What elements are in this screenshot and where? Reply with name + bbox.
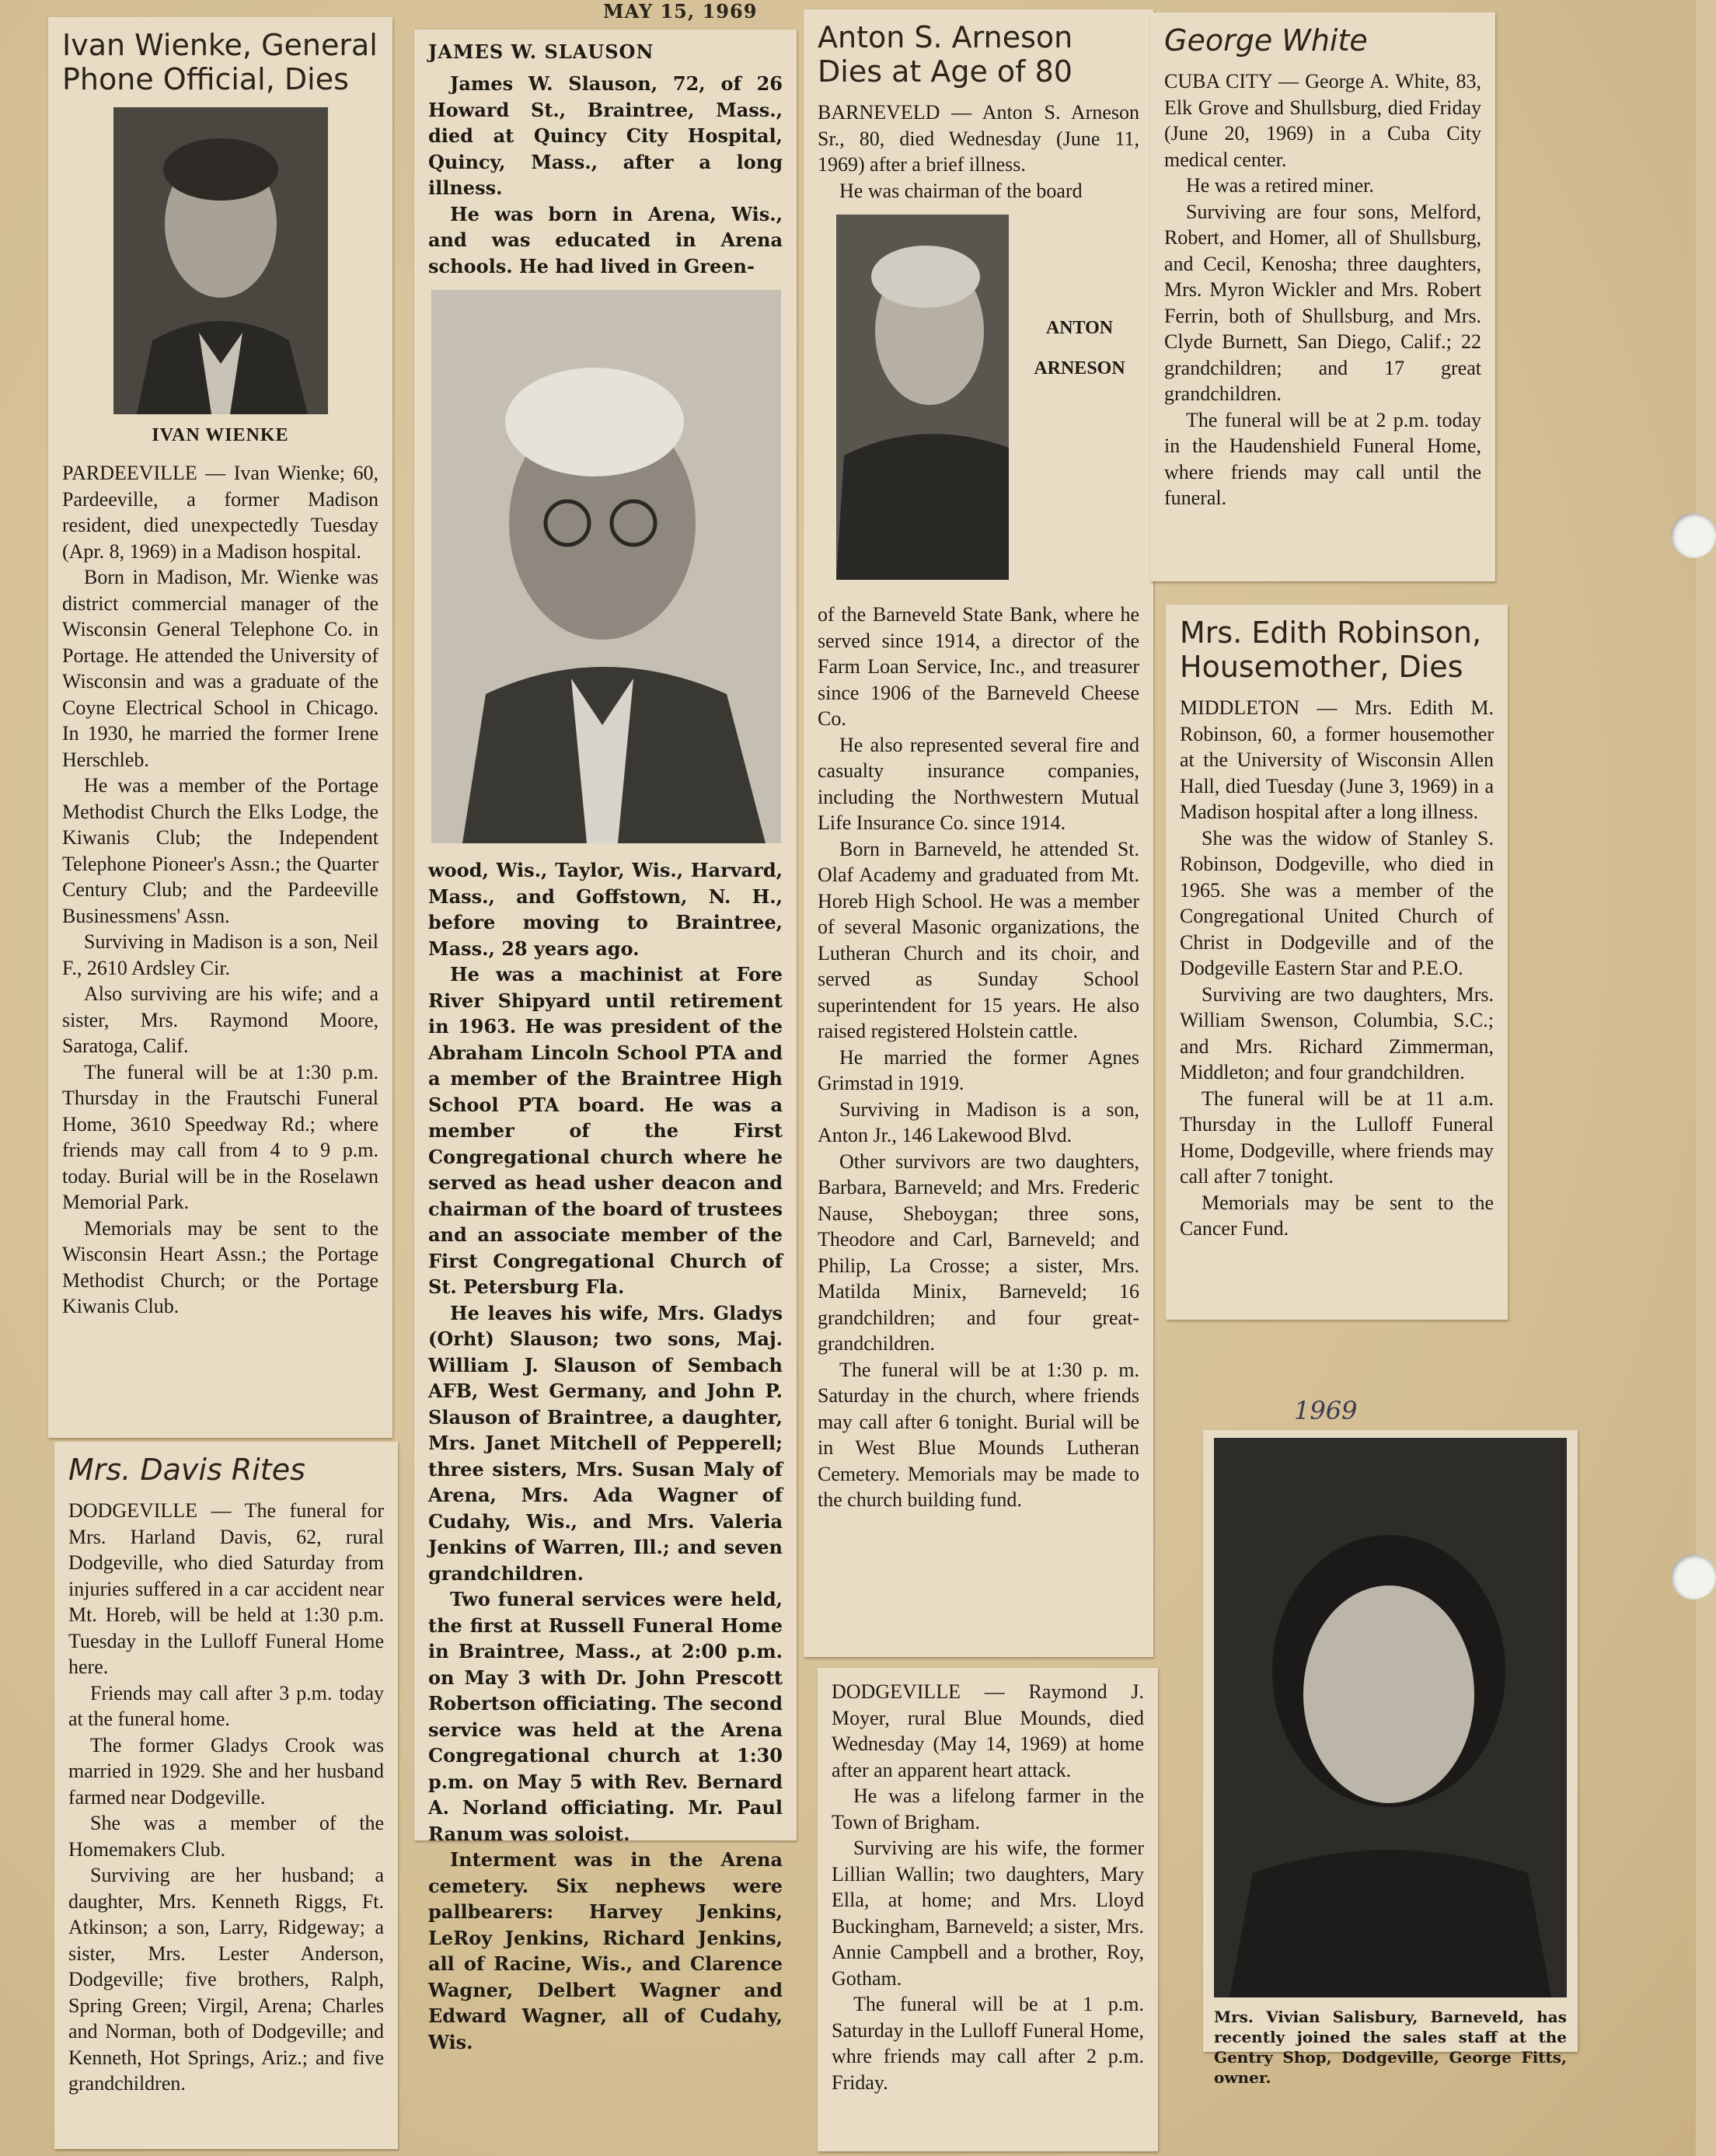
slauson-paragraph: He was born in Arena, Wis., and was educated in Arena schools. He had lived in Green-	[428, 202, 783, 277]
slauson-paragraph: wood, Wis., Taylor, Wis., Harvard, Mass., and Goffstown, N. H., before moving to Braintree, Mass., 28 years ago.	[428, 859, 783, 960]
salisbury-notice	[1203, 1430, 1578, 2087]
white-paragraph: He was a retired miner.	[1186, 174, 1374, 197]
wienke-paragraph: PARDEEVILLE — Ivan Wienke; 60, Pardeeville, a former Madison resident, died unexpectedly Tuesday (Apr. 8, 1969) in a Madison hospital.	[62, 462, 378, 563]
moyer-paragraph: He was a lifelong farmer in the Town of Brigham.	[832, 1784, 1144, 1833]
slauson-subhead: JAMES W. SLAUSON	[428, 40, 654, 63]
arneson-caption	[1021, 308, 1138, 389]
moyer-paragraph: DODGEVILLE — Raymond J. Moyer, rural Blue Mounds, died Wednesday (May 14, 1969) at home after an apparent heart attack.	[832, 1680, 1144, 1781]
slauson-paragraph: Two funeral services were held, the first at Russell Funeral Home in Braintree, Mass., at 2:00 p.m. on May 3 with Dr. John Prescott Robertson officiating. The second service was held at the Arena Congregational church at 1:30 p.m. on May 5 with Rev. Bernard A. Norland officiating. Mr. Paul Ranum was soloist.	[428, 1588, 783, 1845]
arneson-paragraph: He married the former Agnes Grimstad in 1919.	[818, 1045, 1139, 1094]
robinson-headline: Mrs. Edith Robinson, Housemother, Dies	[1180, 616, 1482, 684]
wienke-paragraph: He was a member of the Portage Methodist Church the Elks Lodge, the Kiwanis Club; the Independent Telephone Pioneer's Assn.; the Quarter Century Club; and the Pardeeville Businessmens' Assn.	[62, 774, 378, 927]
wienke-paragraph: Memorials may be sent to the Wisconsin Heart Assn.; the Portage Methodist Church; or the Portage Kiwanis Club.	[62, 1216, 378, 1317]
slauson-paragraph: Interment was in the Arena cemetery. Six nephews were pallbearers: Harvey Jenkins, LeRoy Jenkins, Richard Jenkins, all of Racine, Wis., and Clarence Wagner, Delbert Wagner and Edward Wagner, all of Cudahy, Wis.	[428, 1848, 783, 2053]
white-headline: George White	[1164, 23, 1368, 58]
moyer-paragraph: The funeral will be at 1 p.m. Saturday in the Lulloff Funeral Home, whre friends may call after 2 p.m. Friday.	[832, 1993, 1144, 2094]
wienke-paragraph: The funeral will be at 1:30 p.m. Thursday in the Frautschi Funeral Home, 3610 Speedway Rd.; where friends may call from 4 to 9 p.m. today. Burial will be in the Roselawn Memorial Park.	[62, 1060, 378, 1213]
salisbury-photo	[1214, 1438, 1567, 1997]
davis-paragraph: She was a member of the Homemakers Club.	[68, 1812, 384, 1861]
arneson-caption-line: ARNESON	[1034, 358, 1125, 379]
date-header: MAY 15, 1969	[603, 0, 758, 23]
slauson-paragraph: He was a machinist at Fore River Shipyard until retirement in 1963. He was president of the Abraham Lincoln School PTA and a member of the Braintree High School PTA board. He was a member of the First Congregational church where he served as head usher deacon and chairman of the board of trustees and an associate member of the First Congregational Church of St. Petersburg Fla.	[428, 963, 783, 1298]
slauson-obituary	[414, 30, 797, 2053]
wienke-obituary	[48, 17, 392, 1438]
wienke-headline: Ivan Wienke, General Phone Official, Dies	[62, 28, 378, 96]
wienke-paragraph: Surviving in Madison is a son, Neil F., 2610 Ardsley Cir.	[62, 930, 378, 979]
robinson-obituary	[1166, 605, 1508, 1320]
white-paragraph: Surviving are four sons, Melford, Robert, and Homer, all of Shullsburg, and Cecil, Kenosha; three daughters, Mrs. Myron Wickler and Mrs. Robert Ferrin, both of Shullsburg, and Mrs. Clyde Burnett, San Diego, Calif.; 22 grandchildren; and 17 great grandchildren.	[1164, 200, 1481, 405]
wienke-paragraph: Born in Madison, Mr. Wienke was district commercial manager of the Wisconsin General Telephone Co. in Portage. He attended the University of Wisconsin and was a graduate of the Coyne Electrical School in Chicago. In 1930, he married the former Irene Herschleb.	[62, 566, 378, 771]
davis-paragraph: DODGEVILLE — The funeral for Mrs. Harland Davis, 62, rural Dodgeville, who died Saturday from injuries suffered in a car accident near Mt. Horeb, will be held at 1:30 p.m. Tuesday in the Lulloff Funeral Home here.	[68, 1499, 384, 1678]
davis-paragraph: Friends may call after 3 p.m. today at the funeral home.	[68, 1681, 384, 1730]
wienke-paragraph: Also surviving are his wife; and a sister, Mrs. Raymond Moore, Saratoga, Calif.	[62, 982, 378, 1057]
salisbury-caption: Mrs. Vivian Salisbury, Barneveld, has recently joined the sales staff at the Gentry Shop, Dodgeville, George Fitts, owner.	[1214, 2008, 1567, 2087]
arneson-paragraph: Surviving in Madison is a son, Anton Jr., 146 Lakewood Blvd.	[818, 1097, 1139, 1146]
binder-hole	[1671, 1554, 1716, 1600]
robinson-paragraph: MIDDLETON — Mrs. Edith M. Robinson, 60, a former housemother at the University of Wisconsin Allen Hall, died Tuesday (June 3, 1969) in a Madison hospital after a long illness.	[1180, 696, 1494, 823]
arneson-obituary	[804, 9, 1153, 1657]
arneson-headline: Anton S. Arneson Dies at Age of 80	[818, 20, 1073, 89]
slauson-paragraph: James W. Slauson, 72, of 26 Howard St., Braintree, Mass., died at Quincy City Hospital, Quincy, Mass., after a long illness.	[428, 72, 783, 199]
white-paragraph: The funeral will be at 2 p.m. today in the Haudenshield Funeral Home, where friends may call until the funeral.	[1164, 408, 1481, 509]
slauson-photo	[431, 290, 781, 843]
moyer-paragraph: Surviving are his wife, the former Lillian Wallin; two daughters, Mary Ella, at home; and Mrs. Lloyd Buckingham, Barneveld; a sister, Mrs. Annie Campbell and a brother, Roy, Gotham.	[832, 1837, 1144, 1990]
robinson-paragraph: The funeral will be at 11 a.m. Thursday in the Lulloff Funeral Home, Dodgeville, where friends may call after 7 tonight.	[1180, 1087, 1494, 1188]
arneson-paragraph: He also represented several fire and casualty insurance companies, including the Northwestern Mutual Life Insurance Co. since 1914.	[818, 733, 1139, 834]
slauson-paragraph: He leaves his wife, Mrs. Gladys (Orht) Slauson; two sons, Maj. William J. Slauson of Sembach AFB, West Germany, and John P. Slauson of Braintree, a daughter, Mrs. Janet Mitchell of Pepperell; three sisters, Mrs. Susan Maly of Arena, Mrs. Ada Wagner of Cudahy, Wis., and Mrs. Valeria Jenkins of Warren, Ill.; and seven grandchildren.	[428, 1301, 783, 1585]
robinson-paragraph: Surviving are two daughters, Mrs. William Swenson, Columbia, S.C.; and Mrs. Richard Zimmerman, Middleton; and four grandchildren.	[1180, 982, 1494, 1083]
arneson-paragraph: of the Barneveld State Bank, where he served since 1914, a director of the Farm Loan Service, Inc., and treasurer since 1906 of the Barneveld Cheese Co.	[818, 603, 1139, 730]
arneson-paragraph: Born in Barneveld, he attended St. Olaf Academy and graduated from Mt. Horeb High School. He was a member of several Masonic organizations, the Lutheran Church and its choir, and served as Sunday School superintendent for 15 years. He also raised registered Holstein cattle.	[818, 837, 1139, 1042]
white-obituary	[1150, 12, 1495, 581]
arneson-photo-block	[818, 215, 1139, 588]
davis-obituary	[54, 1442, 398, 2149]
white-paragraph: CUBA CITY — George A. White, 83, Elk Grove and Shullsburg, died Friday (June 20, 1969) in a Cuba City medical center.	[1164, 70, 1481, 171]
binder-hole	[1671, 513, 1716, 558]
arneson-paragraph: He was chairman of the board	[839, 179, 1083, 202]
arneson-caption-line: ANTON	[1045, 318, 1114, 338]
robinson-paragraph: Memorials may be sent to the Cancer Fund.	[1180, 1191, 1494, 1240]
arneson-paragraph: The funeral will be at 1:30 p. m. Saturday in the church, where friends may call after 6 tonight. Burial will be in West Blue Mounds Lutheran Cemetery. Memorials may be made to the church building fund.	[818, 1358, 1139, 1511]
davis-headline: Mrs. Davis Rites	[68, 1453, 305, 1487]
davis-paragraph: Surviving are her husband; a daughter, Mrs. Kenneth Riggs, Ft. Atkinson; a son, Larry, Ridgeway; a sister, Mrs. Lester Anderson, Dodgeville; five brothers, Ralph, Spring Green; Virgil, Arena; Charles and Norman, both of Dodgeville; and Kenneth, Hot Springs, Ariz.; and five grandchildren.	[68, 1864, 384, 2095]
wienke-caption: IVAN WIENKE	[152, 425, 289, 445]
robinson-paragraph: She was the widow of Stanley S. Robinson, Dodgeville, who died in 1965. She was a member of the Congregational United Church of Christ in Dodgeville and of the Dodgeville Eastern Star and P.E.O.	[1180, 826, 1494, 979]
moyer-obituary	[818, 1668, 1158, 2151]
handwritten-year: 1969	[1294, 1396, 1358, 1425]
arneson-paragraph: BARNEVELD — Anton S. Arneson Sr., 80, died Wednesday (June 11, 1969) after a brief illness.	[818, 101, 1139, 176]
davis-paragraph: The former Gladys Crook was married in 1929. She and her husband farmed near Dodgeville.	[68, 1733, 384, 1809]
arneson-paragraph: Other survivors are two daughters, Barbara, Barneveld; and Mrs. Frederic Nause, Sheboygan; three sons, Theodore and Carl, Barneveld; and Philip, La Crosse; a sister, Mrs. Matilda Minix, Barneveld; 16 grandchildren; and four great-grandchildren.	[818, 1150, 1139, 1355]
wienke-photo	[113, 107, 328, 414]
arneson-photo	[836, 215, 1009, 580]
